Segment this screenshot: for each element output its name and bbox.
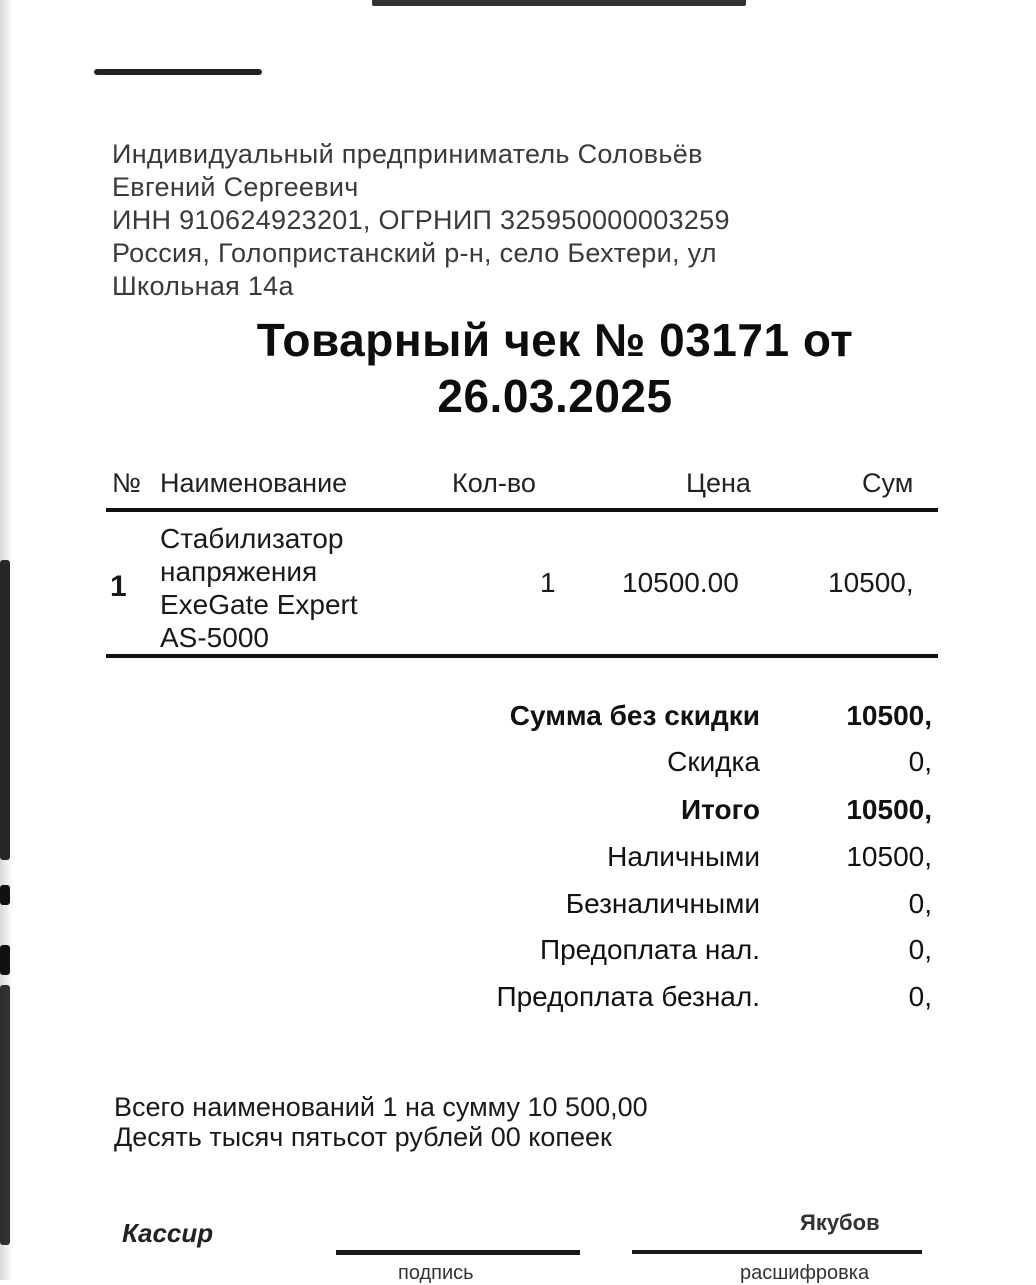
scan-artifact (0, 985, 10, 1245)
cashier-label: Кассир (122, 1218, 214, 1248)
row-qty: 1 (540, 567, 556, 598)
totals-label: Скидка (667, 746, 760, 777)
totals-label: Сумма без скидки (509, 700, 760, 731)
totals-row-total (380, 790, 932, 834)
scan-artifact (0, 885, 10, 905)
totals-value: 10500, (846, 841, 932, 872)
totals-row-cashless (380, 884, 932, 928)
totals-row-cash (380, 837, 932, 881)
col-header-name: Наименование (160, 468, 348, 498)
seller-line: ИНН 910624923201, ОГРНИП 325950000003259 (112, 205, 730, 235)
divider-line (94, 69, 262, 75)
col-header-qty: Кол-во (452, 468, 536, 498)
torn-top-edge (372, 0, 746, 6)
seller-line: Индивидуальный предприниматель Соловьёв (112, 139, 703, 169)
scan-artifact (0, 945, 10, 975)
decode-caption: расшифровка (740, 1262, 870, 1284)
totals-label: Наличными (607, 841, 760, 872)
receipt-title-line: Товарный чек № 03171 от (256, 314, 854, 366)
totals-row-prepay-cash (380, 930, 932, 974)
cashier-name: Якубов (800, 1210, 880, 1235)
row-name-line: напряжения (160, 556, 318, 587)
seller-line: Школьная 14а (112, 271, 294, 301)
totals-row-discount (380, 742, 932, 786)
scan-artifact (0, 560, 10, 860)
seller-line: Россия, Голопристанский р-н, село Бехтери, ул (112, 238, 717, 268)
totals-label: Итого (681, 794, 760, 825)
row-num: 1 (110, 570, 127, 603)
totals-label: Предоплата безнал. (496, 981, 760, 1012)
row-name-line: ExeGate Expert (160, 589, 358, 620)
totals-row-prepay-cashless (380, 977, 932, 1021)
totals-row-subtotal (380, 696, 932, 740)
row-name-line: AS-5000 (160, 622, 269, 653)
amount-in-words: Десять тысяч пятьсот рублей 00 копеек (114, 1122, 612, 1152)
totals-value: 0, (908, 888, 932, 919)
totals-value: 0, (908, 934, 932, 965)
totals-label: Безналичными (565, 888, 760, 919)
totals-value: 10500, (846, 794, 932, 825)
amount-summary (114, 1092, 648, 1152)
row-price: 10500.00 (622, 567, 739, 598)
col-header-sum: Сум (862, 468, 914, 498)
receipt-date: 26.03.2025 (437, 370, 673, 422)
totals-label: Предоплата нал. (539, 934, 760, 965)
col-header-price: Цена (686, 468, 751, 498)
table-bottom-rule (106, 654, 938, 658)
seller-line: Евгений Сергеевич (112, 172, 359, 202)
col-header-num: № (112, 468, 141, 498)
signature-caption: подпись (398, 1262, 474, 1284)
row-sum: 10500, (828, 567, 914, 598)
row-name-line: Стабилизатор (160, 523, 344, 554)
totals-value: 0, (908, 746, 932, 777)
receipt-title (110, 312, 1000, 424)
table-header-rule (106, 508, 938, 512)
decode-line (632, 1250, 922, 1254)
totals-value: 0, (908, 981, 932, 1012)
seller-info (112, 138, 932, 303)
totals-value: 10500, (846, 700, 932, 731)
summary-line: Всего наименований 1 на сумму 10 500,00 (114, 1092, 648, 1122)
signature-line (336, 1250, 580, 1255)
